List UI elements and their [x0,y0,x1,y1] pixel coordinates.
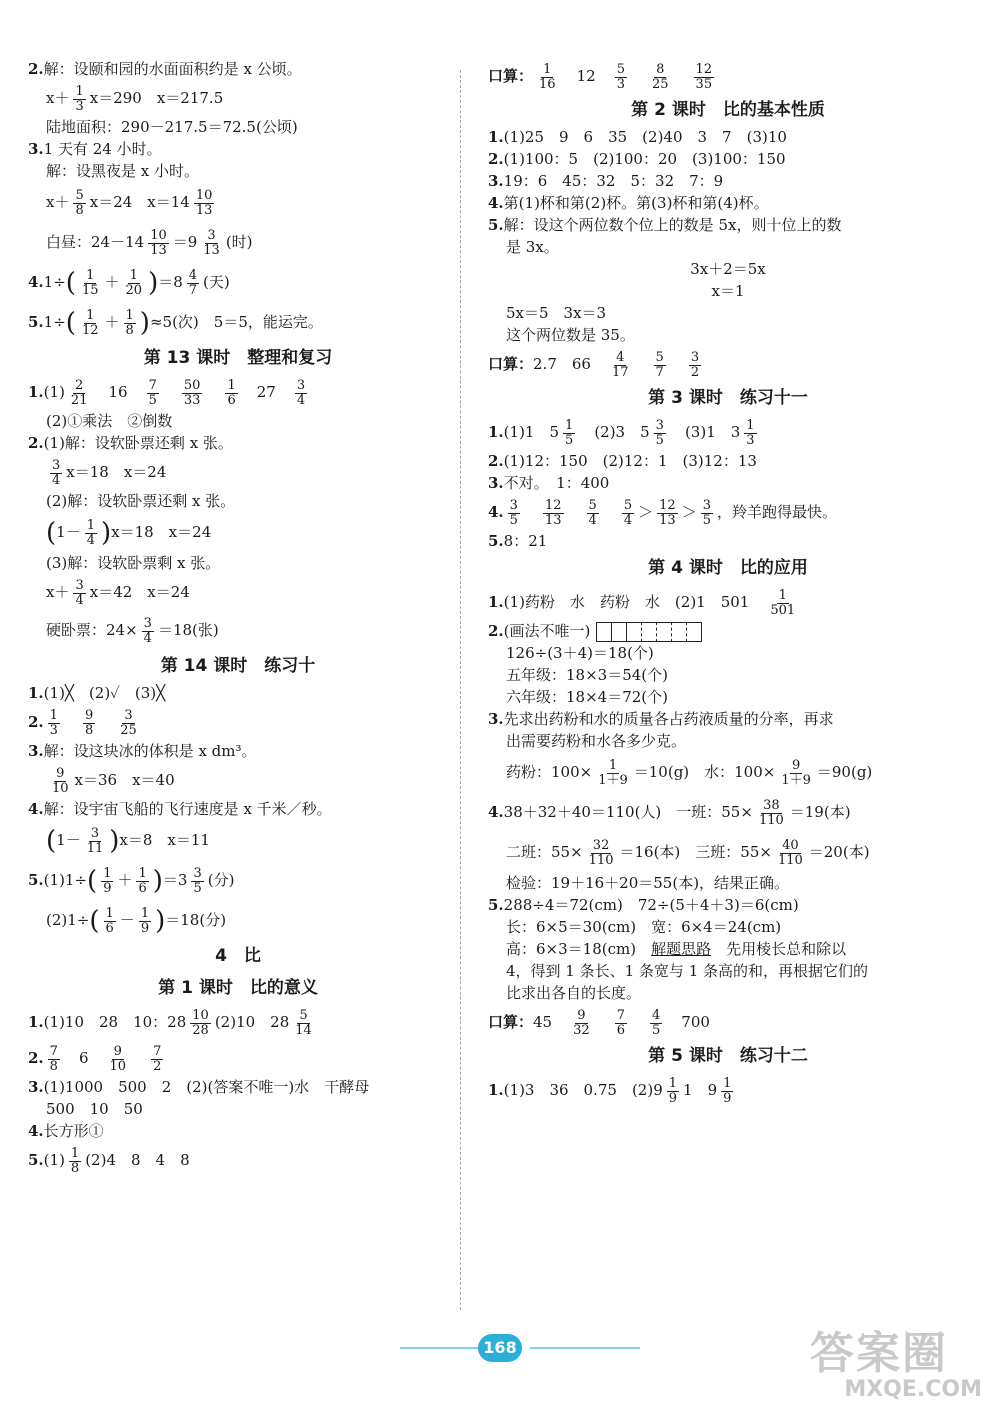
answer-line: 口算：45 $\frac{9}{32}$ $\frac{7}{6}$ $\frac{4}{5}$ 700 [488,1007,710,1038]
answer-line: 药粉：100× $\frac{1}{1+9}$ ＝10(g) 水：100× $\frac{9}{1+9}$ ＝90(g) [506,757,873,788]
fraction: $\frac{10}{13}$ [150,227,167,258]
answer-line: 长：6×5＝30(cm) 宽：6×4＝24(cm) [506,918,782,936]
fraction: $\frac{3}{4}$ [52,457,61,488]
answer-line: 2. $\frac{7}{8}$ 6 $\frac{9}{10}$ $\frac{7}{2}$ [28,1043,162,1074]
answer-line: 500 10 50 [46,1100,143,1118]
answer-line: 126÷(3＋4)＝18(个) [506,644,654,662]
answer-line: 六年级：18×4＝72(个) [506,688,668,706]
fraction: $\frac{5}{3}$ [616,61,625,92]
fraction: $\frac{3}{4}$ [296,377,306,408]
answer-line: 3.先求出药粉和水的质量各占药液质量的分率，再求 [488,710,834,728]
fraction: $\frac{3}{5}$ [193,865,202,896]
watermark-text: 答案圈 [810,1328,948,1379]
answer-line: 检验：19＋16＋20＝55(本)，结果正确。 [506,874,790,892]
answer-line: 4. $\frac{3}{5}$ $\frac{12}{13}$ $\frac{5}{4}$ $\frac{5}{4}$ ＞ $\frac{12}{13}$ ＞ $\frac{3}{5}$ ，羚羊跑得最快。 [488,497,837,528]
fraction: $\frac{5}{4}$ [588,497,597,528]
answer-line: 5.8：21 [488,532,548,550]
fraction: $\frac{7}{2}$ [153,1043,162,1074]
answer-line: 1.(1) $\frac{2}{21}$ 16 $\frac{7}{5}$ $\frac{50}{33}$ $\frac{1}{6}$ 27 $\frac{3}{4}$ [28,377,306,408]
fraction: $\frac{12}{35}$ [695,61,713,92]
fraction: $\frac{3}{4}$ [75,577,84,608]
fraction: $\frac{5}{4}$ [623,497,633,528]
answer-line: (1－ $\frac{1}{4}$ )x＝18 x＝24 [46,517,212,548]
section-heading: 第 1 课时 比的意义 [158,978,318,998]
fraction: $\frac{12}{13}$ [659,497,676,528]
fraction: $\frac{3}{13}$ [203,227,220,258]
chapter-heading: 4 比 [215,946,261,966]
answer-line: 4.1÷( $\frac{1}{15}$ ＋ $\frac{1}{20}$ )＝8 $\frac{4}{7}$ (天) [28,267,230,298]
answer-line: 2.(画法不唯一) [488,620,968,642]
fraction: $\frac{1}{5}$ [565,417,574,448]
answer-line: 3.(1)1000 500 2 (2)(答案不唯一)水 干酵母 [28,1078,370,1096]
answer-line: 3x＋2＝5x [690,260,766,278]
fraction: $\frac{7}{6}$ [616,1007,625,1038]
right-column [488,58,968,1108]
fraction: $\frac{1}{9}$ [140,905,150,936]
fraction: $\frac{5}{14}$ [295,1007,312,1038]
answer-line: x＋ $\frac{1}{3}$ x＝290 x＝217.5 [46,83,224,114]
fraction: $\frac{1}{9}$ [103,865,112,896]
fraction: $\frac{40}{110}$ [777,837,803,868]
fraction: $\frac{1}{8}$ [125,307,134,338]
answer-line: 5.(1)1÷( $\frac{1}{9}$ ＋ $\frac{1}{6}$ )＝3 $\frac{3}{5}$ (分) [28,865,235,896]
answer-line: 解：设黑夜是 x 小时。 [46,162,199,180]
answer-line: 5.288÷4＝72(cm) 72÷(5＋4＋3)＝6(cm) [488,896,799,914]
answer-line: 1.(1)10 28 10：28 $\frac{10}{28}$ (2)10 28 $\frac{5}{14}$ [28,1007,312,1038]
answer-line: (2)1÷( $\frac{1}{6}$ － $\frac{1}{9}$ )＝18(分) [46,905,227,936]
answer-line: 5x＝5 3x＝3 [506,304,607,322]
fraction: $\frac{5}{8}$ [75,187,84,218]
answer-line: 口算：2.7 66 $\frac{4}{17}$ $\frac{5}{7}$ $\frac{3}{2}$ [488,349,700,380]
fraction: $\frac{1}{9}$ [723,1075,732,1106]
section-heading: 第 5 课时 练习十二 [648,1046,808,1066]
fraction: $\frac{3}{4}$ [143,615,152,646]
fraction: $\frac{9}{8}$ [84,707,94,738]
fraction: $\frac{7}{8}$ [49,1043,58,1074]
fraction: $\frac{1}{3}$ [746,417,755,448]
answer-line: 2.(1)12：150 (2)12：1 (3)12：13 [488,452,757,470]
answer-line: 陆地面积：290－217.5＝72.5(公顷) [46,118,298,136]
fraction: $\frac{5}{7}$ [655,349,664,380]
fraction: $\frac{1}{6}$ [105,905,114,936]
fraction: $\frac{1}{501}$ [770,587,796,618]
answer-line: 这个两位数是 35。 [506,326,635,344]
fraction: $\frac{3}{5}$ [702,497,711,528]
answer-line: (3)解：设软卧票剩 x 张。 [46,554,221,572]
answer-line: 2.(1)解：设软卧票还剩 x 张。 [28,434,233,452]
fraction: $\frac{2}{21}$ [70,377,88,408]
fraction: $\frac{1}{16}$ [539,61,556,92]
answer-line: 5.解：设这个两位数个位上的数是 5x，则十位上的数 [488,216,842,234]
fraction: $\frac{50}{33}$ [183,377,201,408]
answer-line: 1.(1)25 9 6 35 (2)40 3 7 (3)10 [488,128,787,146]
fraction: $\frac{9}{1+9}$ [781,757,811,788]
answer-line: 5.(1) $\frac{1}{8}$ (2)4 8 4 8 [28,1145,190,1176]
fraction: $\frac{1}{6}$ [138,865,147,896]
answer-line: 3.19：6 45：32 5：32 7：9 [488,172,724,190]
fraction: $\frac{1}{15}$ [81,267,99,298]
answer-line: 4.长方形① [28,1122,104,1140]
fraction: $\frac{32}{110}$ [588,837,614,868]
answer-line: 2. $\frac{1}{3}$ $\frac{9}{8}$ $\frac{3}{25}$ [28,707,137,738]
fraction: $\frac{7}{5}$ [148,377,157,408]
answer-line: x＋ $\frac{3}{4}$ x＝42 x＝24 [46,577,190,608]
answer-line: (2)①乘法 ②倒数 [46,412,173,430]
fraction: $\frac{4}{5}$ [651,1007,661,1038]
answer-line: 白昼：24－14 $\frac{10}{13}$ ＝9 $\frac{3}{13}$ (时) [46,227,253,258]
section-heading: 第 14 课时 练习十 [160,656,316,676]
fraction: $\frac{12}{13}$ [544,497,562,528]
fraction: $\frac{1}{3}$ [49,707,58,738]
answer-line: 3.1 天有 24 小时。 [28,140,162,158]
answer-line: (2)解：设软卧票还剩 x 张。 [46,492,236,510]
fraction: $\frac{1}{9}$ [668,1075,678,1106]
fraction: $\frac{3}{5}$ [655,417,664,448]
answer-line: 4.38＋32＋40＝110(人) 一班：55× $\frac{38}{110}$ ＝19(本) [488,797,851,828]
answer-line: 1.(1)1 5 $\frac{1}{5}$ (2)3 5 $\frac{3}{5}$ (3)1 3 $\frac{1}{3}$ [488,417,755,448]
fraction: $\frac{3}{25}$ [120,707,137,738]
answer-line: 硬卧票：24× $\frac{3}{4}$ ＝18(张) [46,615,219,646]
fraction: $\frac{9}{32}$ [573,1007,590,1038]
fraction: $\frac{1}{1+9}$ [598,757,628,788]
fraction: $\frac{10}{13}$ [195,187,213,218]
fraction: $\frac{9}{10}$ [52,765,69,796]
fraction: $\frac{3}{11}$ [86,825,104,856]
ratio-diagram [596,622,702,642]
answer-line: 1.(1)3 36 0.75 (2)9 $\frac{1}{9}$ 1 9 $\frac{1}{9}$ [488,1075,732,1106]
fraction: $\frac{1}{3}$ [75,83,84,114]
answer-line: 是 3x。 [506,238,559,256]
fraction: $\frac{10}{28}$ [192,1007,209,1038]
fraction: $\frac{1}{4}$ [86,517,95,548]
answer-line: 高：6×3＝18(cm) 解题思路 先用棱长总和除以 [506,940,847,958]
answer-line: 1.(1)╳ (2)✓ (3)╳ [28,684,166,702]
answer-line: 比求出各自的长度。 [506,984,642,1002]
answer-line: 出需要药粉和水各多少克。 [506,732,687,750]
page-number [440,1330,560,1366]
answer-line: 二班：55× $\frac{32}{110}$ ＝16(本) 三班：55× $\frac{40}{110}$ ＝20(本) [506,837,870,868]
answer-line: 4，得到 1 条长、1 条宽与 1 条高的和，再根据它们的 [506,962,869,980]
fraction: $\frac{1}{20}$ [125,267,143,298]
fraction: $\frac{1}{6}$ [227,377,236,408]
section-heading: 第 2 课时 比的基本性质 [631,100,825,120]
fraction: $\frac{3}{5}$ [509,497,518,528]
left-column [28,58,448,1178]
watermark [810,1330,990,1410]
answer-line: x＝1 [711,282,745,300]
section-heading: 第 13 课时 整理和复习 [143,348,333,368]
section-heading: 第 3 课时 练习十一 [648,388,808,408]
fraction: $\frac{3}{2}$ [690,349,700,380]
answer-line: 2.解：设颐和园的水面面积约是 x 公顷。 [28,60,302,78]
answer-line: 3.不对。 1：400 [488,474,610,492]
fraction: $\frac{9}{10}$ [109,1043,127,1074]
answer-line: $\frac{3}{4}$ x＝18 x＝24 [52,457,167,488]
fraction: $\frac{8}{25}$ [651,61,669,92]
watermark-url: MXQE.COM [844,1377,982,1402]
answer-line: 1.(1)药粉 水 药粉 水 (2)1 501 $\frac{1}{501}$ [488,587,796,618]
fraction: $\frac{4}{17}$ [611,349,629,380]
answer-line: 3.解：设这块冰的体积是 x dm³。 [28,742,257,760]
answer-line: 5.1÷( $\frac{1}{12}$ ＋ $\frac{1}{8}$ )≈5(次) 5＝5，能运完。 [28,307,323,338]
fraction: $\frac{1}{12}$ [81,307,99,338]
page-number-badge: 168 [478,1334,522,1362]
answer-line: x＋ $\frac{5}{8}$ x＝24 x＝14 $\frac{10}{13}$ [46,187,213,218]
answer-line: 4.第(1)杯和第(2)杯。第(3)杯和第(4)杯。 [488,194,769,212]
column-divider [460,70,461,1310]
fraction: $\frac{1}{8}$ [70,1145,80,1176]
answer-line: 2.(1)100：5 (2)100：20 (3)100：150 [488,150,786,168]
section-heading: 第 4 课时 比的应用 [648,558,808,578]
answer-line: 4.解：设宇宙飞船的飞行速度是 x 千米／秒。 [28,800,332,818]
answer-line: $\frac{9}{10}$ x＝36 x＝40 [52,765,175,796]
answer-line: 口算： $\frac{1}{16}$ 12 $\frac{5}{3}$ $\frac{8}{25}$ $\frac{12}{35}$ [488,61,713,92]
fraction: $\frac{38}{110}$ [758,797,784,828]
answer-line: (1－ $\frac{3}{11}$ )x＝8 x＝11 [46,825,210,856]
answer-line: 五年级：18×3＝54(个) [506,666,668,684]
fraction: $\frac{4}{7}$ [188,267,198,298]
